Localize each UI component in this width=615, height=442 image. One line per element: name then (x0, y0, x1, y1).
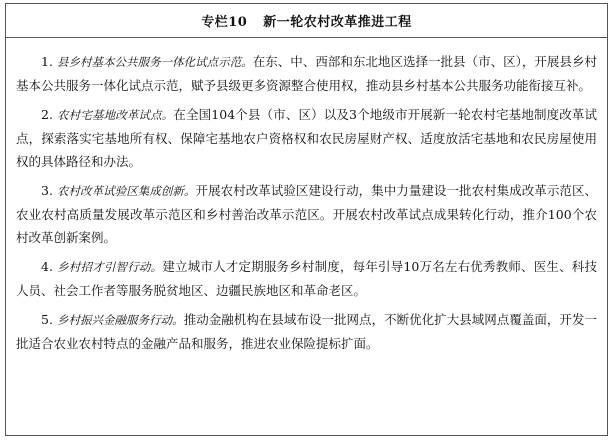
item-lead: 乡村招才引智行动。 (57, 260, 163, 274)
item-lead: 县乡村基本公共服务一体化试点示范。 (56, 55, 253, 69)
item-lead: 农村宅基地改革试点。 (57, 108, 174, 122)
item-text: 建立城市人才定期服务乡村制度，每年引导10万名左右优秀教师、医生、科技人员、社会工作者等服务脱贫地区、边疆民族地区和革命老区。 (16, 259, 597, 298)
item-lead: 乡村振兴金融服务行动。 (56, 313, 184, 327)
list-item (16, 50, 597, 97)
list-item (16, 103, 597, 173)
list-item (16, 179, 597, 249)
box-body (6, 38, 607, 355)
item-text: 在东、中、西部和东北地区选择一批县（市、区），开展县乡村基本公共服务一体化试点示范，赋予县级更多资源整合使用权，推动县乡村基本公共服务功能衔接互补。 (16, 54, 597, 93)
list-item (16, 255, 597, 302)
item-text: 开展农村改革试验区建设行动，集中力量建设一批农村集成改革示范区、农业农村高质量发展改革示范区和乡村善治改革示范区。开展农村改革试点成果转化行动，推介100个农村改革创新案例。 (16, 183, 597, 245)
column-box (5, 3, 608, 436)
item-number: 5. (41, 312, 53, 327)
box-label: 专栏10 (201, 15, 248, 30)
list-item (16, 308, 597, 355)
box-title: 新一轮农村改革推进工程 (263, 15, 412, 30)
item-number: 3. (41, 183, 53, 198)
item-number: 2. (41, 107, 53, 122)
item-number: 4. (41, 259, 53, 274)
item-number: 1. (41, 54, 53, 69)
item-text: 推动金融机构在县域布设一批网点，不断优化扩大县域网点覆盖面，开发一批适合农业农村特点的金融产品和服务，推进农业保险提标扩面。 (16, 312, 597, 351)
item-text: 在全国104个县（市、区）以及3个地级市开展新一轮农村宅基地制度改革试点，探索落实宅基地所有权、保障宅基地农户资格权和农民房屋财产权、适度放活宅基地和农民房屋使用权的具体路径和办法。 (16, 107, 597, 169)
item-lead: 农村改革试验区集成创新。 (56, 184, 196, 198)
box-title-bar (6, 4, 607, 38)
